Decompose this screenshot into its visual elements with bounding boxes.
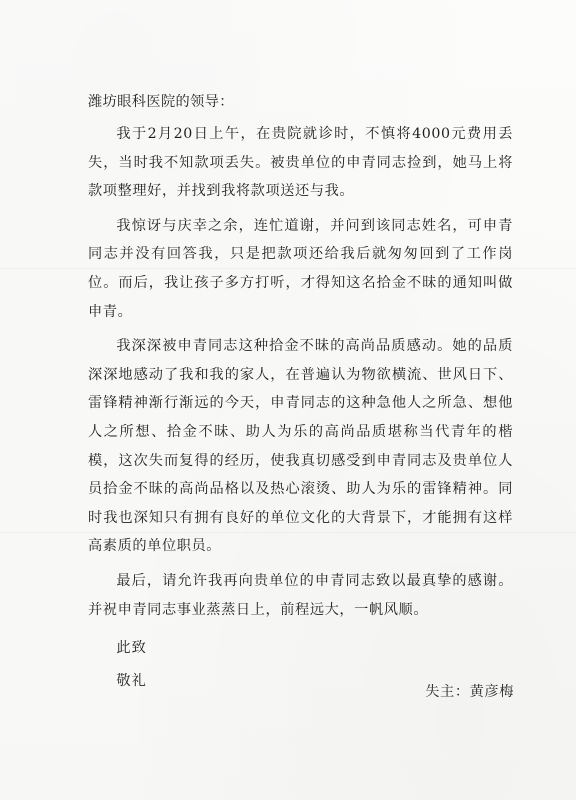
letter-salutation: 潍坊眼科医院的领导：	[88, 94, 234, 110]
letter-closing-jingli: 敬礼	[116, 673, 147, 690]
letter-closing-cizhi: 此致	[116, 640, 147, 657]
letter-signature: 失主：黄彦梅	[425, 684, 514, 700]
letter-paragraph-3: 我深深被申青同志这种拾金不昧的高尚品质感动。她的品质深深地感动了我和我的家人，在普遍认为物欲横流、世风日下、雷锋精神渐行渐远的今天，申青同志的这种急他人之所急、想他人之所想、拾金不昧、助人为乐的高尚品质堪称当代青年的楷模，这次失而复得的经历，使我真切感受到申青同志及贵单位人员拾金不昧的高尚品格以及热心滚烫、助人为乐的雷锋精神。同时我也深知只有拥有良好的单位文化的大背景下，才能拥有这样高素质的单位职员。	[88, 338, 513, 555]
letter-body	[88, 92, 513, 691]
letter-paragraph-1: 我于2月20日上午，在贵院就诊时，不慎将4000元费用丢失，当时我不知款项丢失。被贵单位的申青同志捡到，她马上将款项整理好，并找到我将款项送还与我。	[88, 126, 513, 200]
letter-paragraph-4: 最后，请允许我再向贵单位的申青同志致以最真挚的感谢。并祝申青同志事业蒸蒸日上，前程远大，一帆风顺。	[88, 572, 513, 618]
letter-paragraph-2: 我惊讶与庆幸之余，连忙道谢，并问到该同志姓名，可申青同志并没有回答我，只是把款项还给我后就匆匆回到了工作岗位。而后，我让孩子多方打听，才得知这名拾金不昧的通知叫做申青。	[88, 217, 513, 320]
